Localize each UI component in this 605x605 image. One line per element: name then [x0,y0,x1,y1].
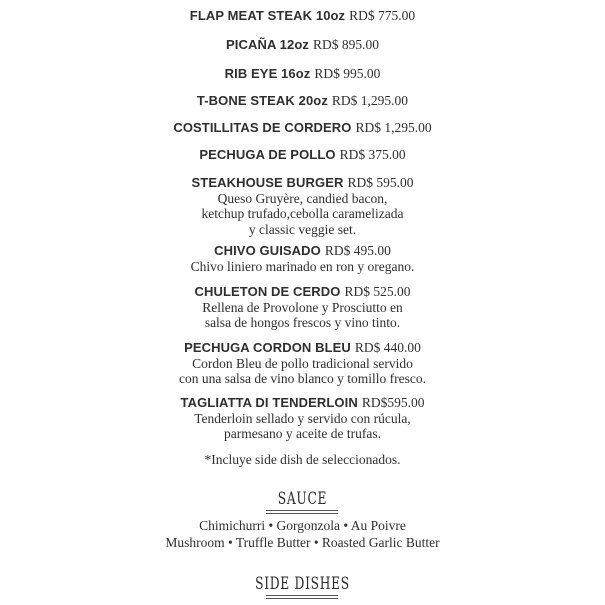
item-price: RD$ 895.00 [312,37,379,52]
item-name: COSTILLITAS DE CORDERO [173,120,352,135]
item-name: FLAP MEAT STEAK 10oz [189,8,346,23]
item-price: RD$ 1,295.00 [331,93,409,108]
item-description: Cordon Bleu de pollo tradicional servido [192,355,413,371]
menu-item [0,120,605,136]
item-description: salsa de hongos frescos y vino tinto. [204,315,401,330]
item-price: RD$ 375.00 [339,147,406,162]
menu-item [0,93,605,109]
menu-item [0,147,605,163]
item-price: RD$ 495.00 [324,243,391,258]
item-description: ketchup trufado,cebolla caramelizada [201,206,404,221]
item-name: TAGLIATTA DI TENDERLOIN [180,395,358,410]
sauce-line: Chimichurri • Gorgonzola • Au Poivre [199,518,406,533]
item-description: Tenderloin sellado y servido con rúcula, [194,410,411,426]
item-description: Chivo liniero marinado en ron y oregano. [190,258,415,274]
item-price: RD$595.00 [361,395,425,410]
item-price: RD$ 525.00 [344,284,411,299]
item-name: PICAÑA 12oz [226,37,309,52]
item-name: T-BONE STEAK 20oz [196,93,328,108]
item-description: con una salsa de vino blanco y tomillo fresco. [178,371,427,386]
menu-item [0,395,605,442]
item-description: Rellena de Provolone y Prosciutto en [202,299,403,315]
side-dishes-title: SIDE DISHES [255,574,350,594]
item-price: RD$ 995.00 [314,66,381,81]
item-price: RD$ 440.00 [354,340,421,355]
item-description: parmesano y aceite de trufas. [223,426,382,441]
item-name: PECHUGA DE POLLO [199,147,336,162]
side-dishes-title-underline [266,595,338,599]
sauce-title: SAUCE [277,489,328,509]
item-price: RD$ 775.00 [349,8,416,23]
item-name: CHIVO GUISADO [214,243,321,258]
sauce-title-underline [266,510,338,514]
menu-item [0,340,605,387]
sauce-list [0,517,605,551]
item-name: CHULETON DE CERDO [194,284,341,299]
menu-item [0,8,605,24]
menu-item [0,37,605,53]
side-dish-note: *Incluye side dish de seleccionados. [204,452,401,467]
item-price: RD$ 1,295.00 [355,120,432,135]
item-description: Queso Gruyère, candied bacon, [217,190,388,206]
item-name: PECHUGA CORDON BLEU [184,340,351,355]
item-price: RD$ 595.00 [347,175,414,190]
item-name: STEAKHOUSE BURGER [191,175,344,190]
menu-item [0,66,605,82]
menu-item [0,243,605,274]
menu-item [0,284,605,331]
item-name: RIB EYE 16oz [224,66,311,81]
sauce-line: Mushroom • Truffle Butter • Roasted Garlic Butter [165,535,440,550]
item-description: y classic veggie set. [248,221,357,237]
menu-item [0,175,605,237]
